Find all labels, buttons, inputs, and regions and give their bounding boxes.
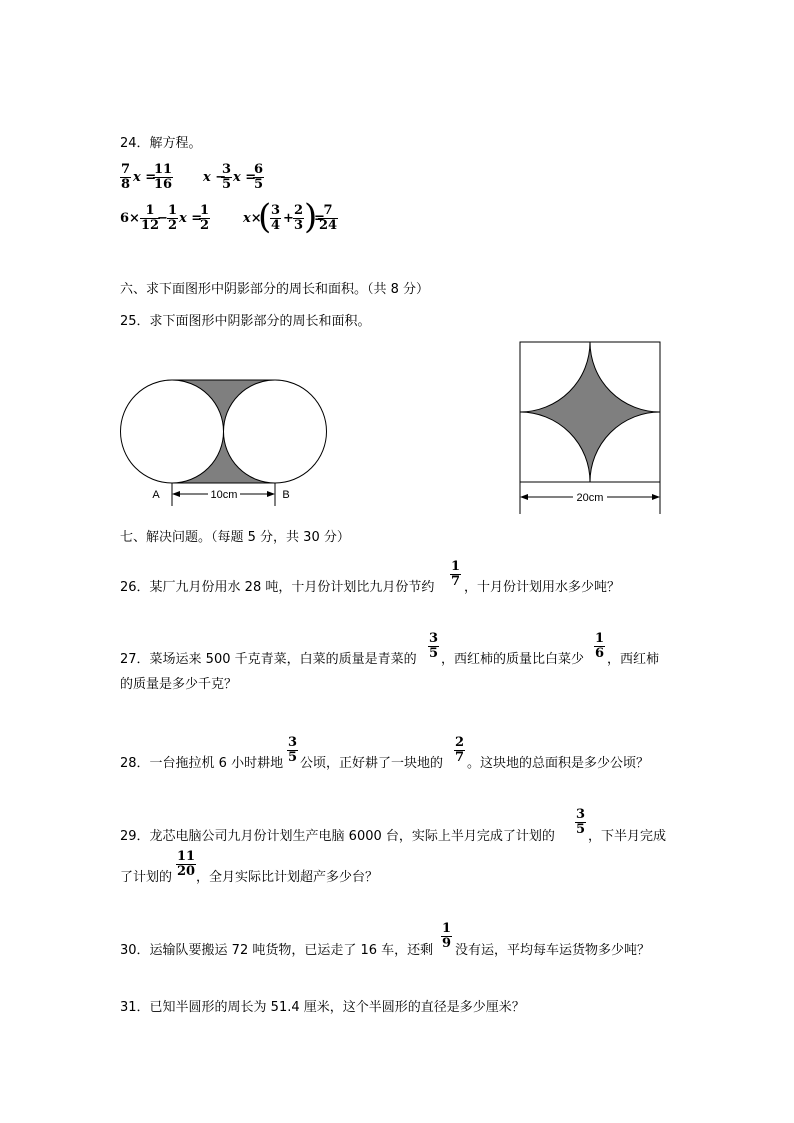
fraction: 3 4 xyxy=(271,203,281,233)
q30-text-b: 没有运，平均每车运货物多少吨？ xyxy=(455,943,651,958)
fraction: 7 8 xyxy=(121,162,131,192)
section-6-heading: 六、求下面图形中阴影部分的周长和面积。（共 8 分） xyxy=(120,282,430,297)
fraction: 3 5 xyxy=(288,735,298,765)
q27-text-a: 27．菜场运来 500 千克青菜，白菜的质量是青菜的 xyxy=(120,652,417,667)
fraction: 3 5 xyxy=(576,807,586,837)
dimension-label: 20cm xyxy=(576,492,604,504)
q26-text-a: 26．某厂九月份用水 28 吨，十月份计划比九月份节约 xyxy=(120,580,435,595)
q29-text-b: ，下半月完成 xyxy=(588,829,667,844)
fraction: 2 7 xyxy=(455,735,465,765)
figure-two-circles xyxy=(110,370,340,515)
q29-text-a: 29．龙芯电脑公司九月份计划生产电脑 6000 台，实际上半月完成了计划的 xyxy=(120,829,555,844)
fraction: 1 9 xyxy=(442,921,452,951)
q29-text-c: 了计划的 xyxy=(120,870,173,885)
fraction: 1 12 xyxy=(141,203,160,233)
fraction: 11 20 xyxy=(177,849,196,879)
q31-text: 31．已知半圆形的周长为 51.4 厘米，这个半圆形的直径是多少厘米？ xyxy=(120,1000,525,1015)
q27-text-d: 的质量是多少千克？ xyxy=(120,677,238,692)
figure-square-star xyxy=(515,338,670,520)
q27-text-b: ，西红柿的质量比白菜少 xyxy=(441,652,585,667)
fraction: 1 6 xyxy=(595,631,605,661)
fraction: 3 5 xyxy=(222,162,232,192)
label-a: A xyxy=(152,489,160,501)
label-b: B xyxy=(282,489,290,501)
q29-text-d: ，全月实际比计划超产多少台？ xyxy=(196,870,379,885)
dimension-label: 10cm xyxy=(210,489,238,501)
fraction: 6 5 xyxy=(254,162,264,192)
left-circle xyxy=(121,380,224,483)
q28-text-c: 。这块地的总面积是多少公顷？ xyxy=(467,756,650,771)
q27-text-c: ，西红柿 xyxy=(607,652,660,667)
fraction: 11 16 xyxy=(154,162,173,192)
q28-text-a: 28．一台拖拉机 6 小时耕地 xyxy=(120,756,284,771)
section-7-heading: 七、解决问题。（每题 5 分，共 30 分） xyxy=(120,530,350,545)
fraction: 2 3 xyxy=(294,203,304,233)
q25-text: 25．求下面图形中阴影部分的周长和面积。 xyxy=(120,314,371,329)
q26-text-b: ，十月份计划用水多少吨？ xyxy=(464,580,621,595)
fraction: 1 2 xyxy=(168,203,178,233)
right-paren: ) xyxy=(304,197,318,237)
fraction: 7 24 xyxy=(319,203,338,233)
q24-title: 24．解方程。 xyxy=(120,136,202,151)
fraction: 1 2 xyxy=(200,203,210,233)
q28-text-b: 公顷，正好耕了一块地的 xyxy=(300,756,444,771)
left-paren: ( xyxy=(258,197,272,237)
fraction: 1 7 xyxy=(451,559,461,589)
right-circle xyxy=(224,380,327,483)
q30-text-a: 30．运输队要搬运 72 吨货物，已运走了 16 车，还剩 xyxy=(120,943,434,958)
fraction: 3 5 xyxy=(429,631,439,661)
